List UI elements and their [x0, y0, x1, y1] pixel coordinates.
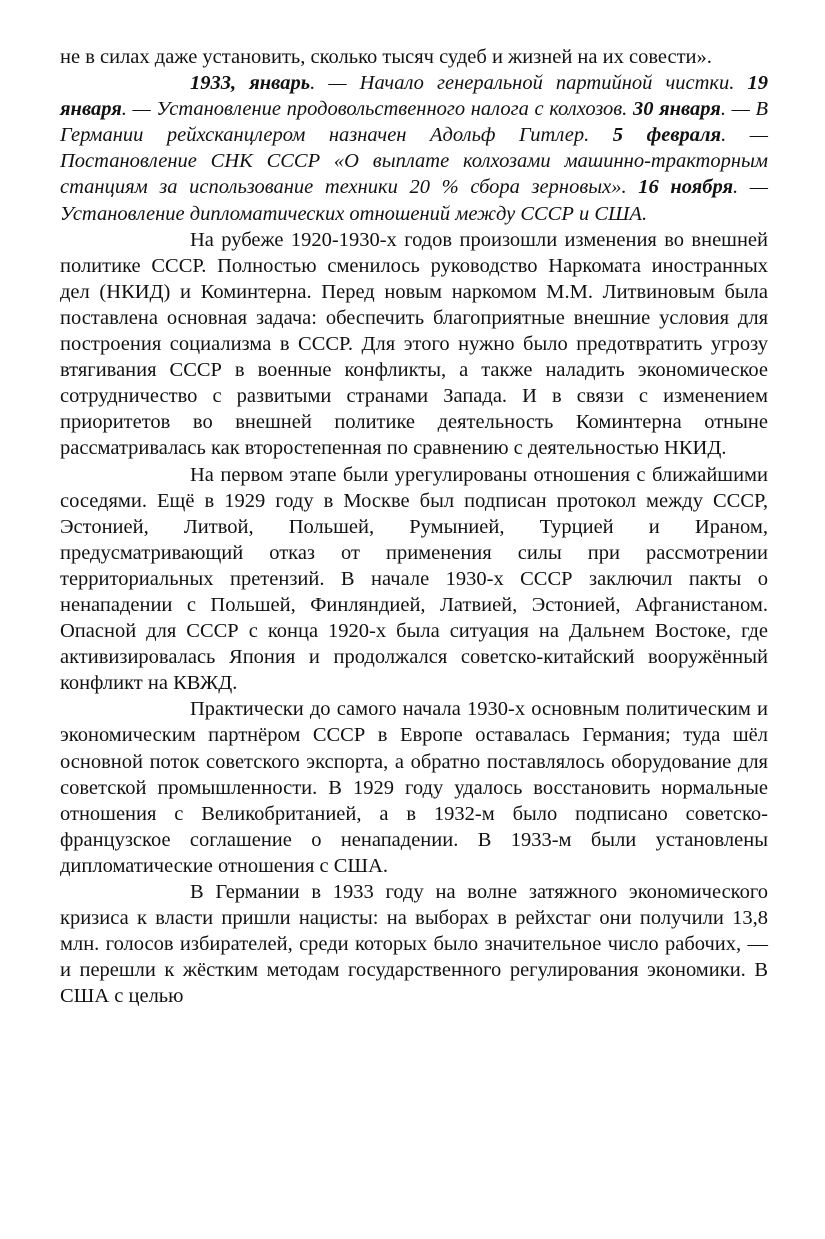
chronology-event: . — Начало генеральной партийной чистки.	[310, 72, 748, 95]
body-paragraph: В Германии в 1933 году на волне затяжного экономического кризиса к власти пришли нацисты: на выборах в рейхстаг они получили 13,8 млн. голосов избирателей, среди которых было значительное число рабочих, — и перешли к жёстким методам государственного регулирования экономики. В США с целью	[60, 881, 768, 1008]
chronology-event: . — В Германии рейхсканцлером назначен Адольф Гитлер.	[60, 98, 768, 147]
intro-paragraph-tail: не в силах даже установить, сколько тысяч судеб и жизней на их совести».	[60, 46, 712, 68]
chronology-date: 16 ноября	[638, 176, 734, 199]
chronology-event: . — Установление продовольственного налога с колхозов.	[121, 98, 633, 121]
chronology-event: . — Постановление СНК СССР «О выплате колхозами машинно-тракторным станциям за использование техники 20 % сбора зерновых».	[60, 124, 769, 199]
body-paragraph: Практически до самого начала 1930-х основным политическим и экономическим партнёром СССР в Европе оставалась Германия; туда шёл основной поток советского экспорта, а обратно поставлялось оборудование для советской промышленности. В 1929 году удалось восстановить нормальные отношения с Великобританией, а в 1932-м было подписано советско-французское соглашение о ненападении. В 1933-м были установлены дипломатические отношения с США.	[60, 698, 768, 877]
chronology-event: . — Установление дипломатических отношений между СССР и США.	[60, 176, 768, 225]
chronology-date: 1933, январь	[190, 72, 311, 95]
body-paragraph: На первом этапе были урегулированы отношения с ближайшими соседями. Ещё в 1929 году в Москве был подписан протокол между СССР, Эстонией, Литвой, Польшей, Румынией, Турцией и Ираном, предусматривающий отказ от применения силы при рассмотрении территориальных претензий. В начале 1930-х СССР заключил пакты о ненападении с Польшей, Финляндией, Латвией, Эстонией, Афганистаном. Опасной для СССР с конца 1920-х была ситуация на Дальнем Востоке, где активизировалась Япония и продолжался советско-китайский вооружённый конфликт на КВЖД.	[60, 463, 768, 695]
chronology-date: 5 февраля	[612, 124, 722, 147]
chronology-date: 30 января	[632, 98, 721, 121]
document-page	[60, 44, 768, 1009]
chronology-date: 19 января	[60, 72, 768, 121]
chronology-paragraph	[60, 70, 768, 227]
body-paragraph: На рубеже 1920-1930-х годов произошли изменения во внешней политике СССР. Полностью сменилось руководство Наркомата иностранных дел (НКИД) и Коминтерна. Перед новым наркомом М.М. Литвиновым была поставлена основная задача: обеспечить благоприятные внешние условия для построения социализма в СССР. Для этого нужно было предотвратить угрозу втягивания СССР в военные конфликты, а также наладить экономическое сотрудничество с развитыми странами Запада. И в связи с изменением приоритетов во внешней политике деятельность Коминтерна отныне рассматривалась как второстепенная по сравнению с деятельностью НКИД.	[60, 228, 768, 460]
